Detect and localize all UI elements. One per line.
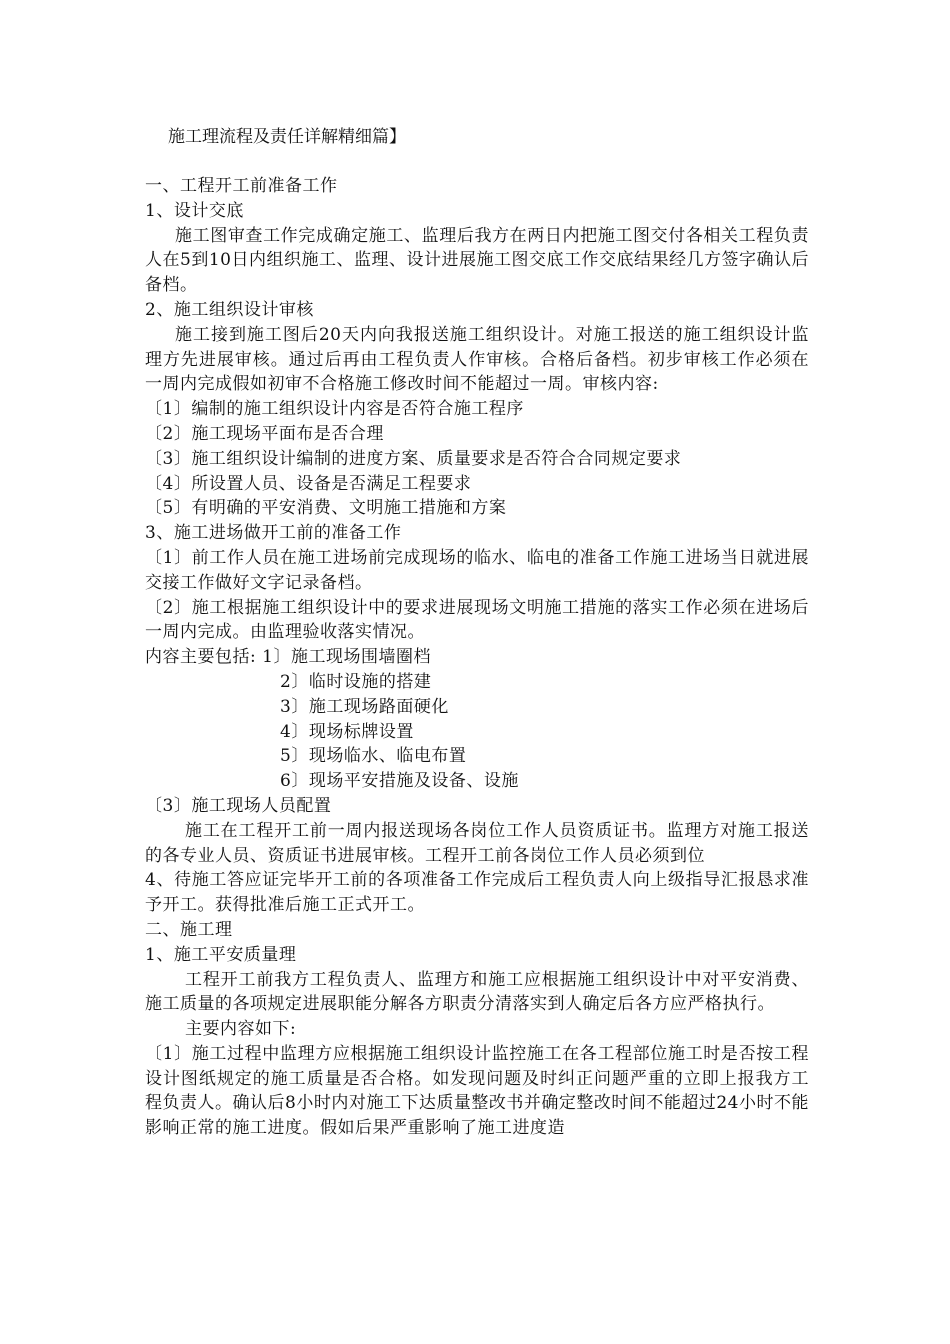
sub-list-item: 6〕现场平安措施及设备、设施 xyxy=(280,771,519,792)
list-intro: 内容主要包括: 1〕施工现场围墙圈档 xyxy=(145,647,431,668)
section-heading: 二、施工理 xyxy=(145,919,233,940)
body-paragraph: 施工图审查工作完成确定施工、监理后我方在两日内把施工图交付各相关工程负责人在5到10日内组织施工、监理、设计进展施工图交底工作交底结果经几方签字确认后备档。 xyxy=(145,225,809,296)
sub-list-item: 4〕现场标牌设置 xyxy=(280,721,414,742)
body-paragraph: 主要内容如下: xyxy=(185,1019,297,1040)
list-item: 〔2〕施工根据施工组织设计中的要求进展现场文明施工措施的落实工作必须在进场后一周内完成。由监理验收落实情况。 xyxy=(145,597,809,643)
list-item: 〔3〕施工组织设计编制的进度方案、质量要求是否符合合同规定要求 xyxy=(145,448,682,469)
body-paragraph: 施工在工程开工前一周内报送现场各岗位工作人员资质证书。监理方对施工报送的各专业人员、资质证书进展审核。工程开工前各岗位工作人员必须到位 xyxy=(145,820,809,866)
sub-list-item: 3〕施工现场路面硬化 xyxy=(280,696,449,717)
subsection-heading: 1、施工平安质量理 xyxy=(145,944,297,965)
list-item: 〔2〕施工现场平面布是否合理 xyxy=(145,423,384,444)
document-title: 施工理流程及责任详解精细篇】 xyxy=(168,127,406,147)
list-item: 〔1〕施工过程中监理方应根据施工组织设计监控施工在各工程部位施工时是否按工程设计图纸规定的施工质量是否合格。如发现问题及时纠正问题严重的立即上报我方工程负责人。确认后8小时内对施工下达质量整改书并确定整改时间不能超过24小时不能影响正常的施工进度。假如后果严重影响了施工进度造 xyxy=(145,1043,809,1139)
section-heading: 一、工程开工前准备工作 xyxy=(145,176,338,196)
subsection-heading: 1、设计交底 xyxy=(145,200,244,221)
subsection-paragraph: 4、待施工答应证完毕开工前的各项准备工作完成后工程负责人向上级指导汇报恳求准予开工。获得批准后施工正式开工。 xyxy=(145,870,809,916)
subsection-heading: 3、施工进场做开工前的准备工作 xyxy=(145,523,402,544)
subsection-heading: 2、施工组织设计审核 xyxy=(145,299,314,320)
body-paragraph: 工程开工前我方工程负责人、监理方和施工应根据施工组织设计中对平安消费、施工质量的各项规定进展职能分解各方职责分清落实到人确定后各方应严格执行。 xyxy=(145,969,809,1015)
list-item: 〔1〕编制的施工组织设计内容是否符合施工程序 xyxy=(145,399,524,420)
list-item: 〔4〕所设置人员、设备是否满足工程要求 xyxy=(145,473,472,494)
list-item: 〔3〕施工现场人员配置 xyxy=(145,795,332,816)
sub-list-item: 2〕临时设施的搭建 xyxy=(280,671,432,692)
document-body xyxy=(145,174,809,1141)
sub-list-item: 5〕现场临水、临电布置 xyxy=(280,746,467,767)
list-item: 〔1〕前工作人员在施工进场前完成现场的临水、临电的准备工作施工进场当日就进展交接工作做好文字记录备档。 xyxy=(145,547,809,593)
body-paragraph: 施工接到施工图后20天内向我报送施工组织设计。对施工报送的施工组织设计监理方先进展审核。通过后再由工程负责人作审核。合格后备档。初步审核工作必须在一周内完成假如初审不合格施工修改时间不能超过一周。审核内容: xyxy=(145,324,809,395)
list-item: 〔5〕有明确的平安消费、文明施工措施和方案 xyxy=(145,498,507,519)
